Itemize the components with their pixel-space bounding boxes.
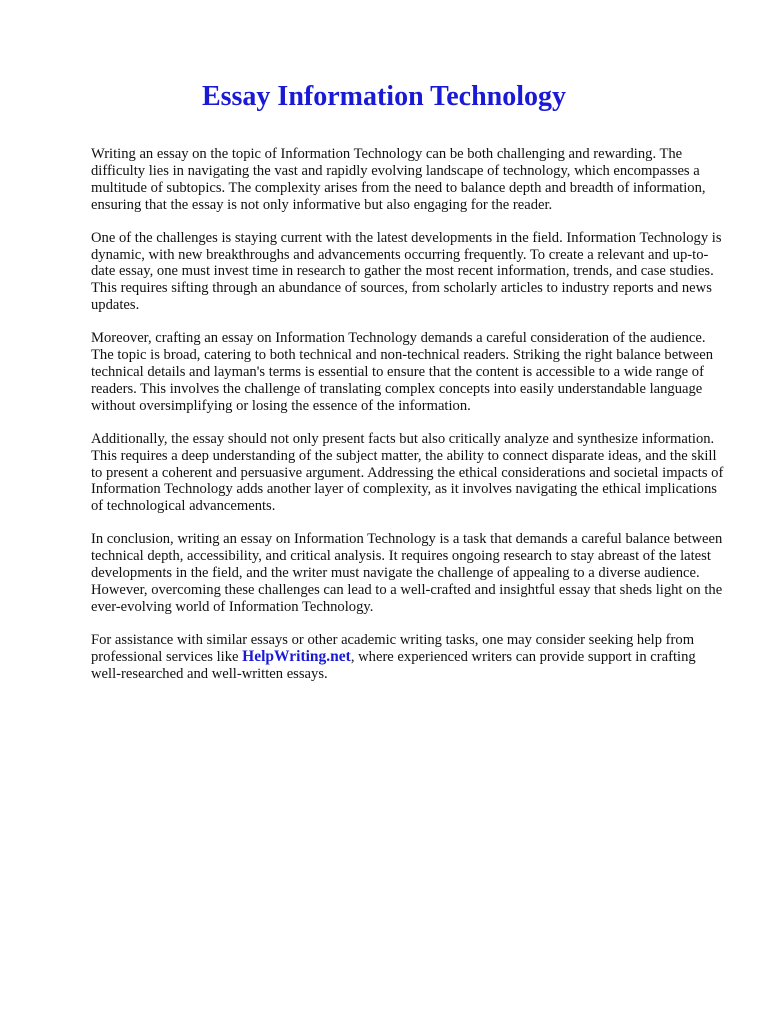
helpwriting-link[interactable]: HelpWriting.net [242,647,351,665]
paragraph-2: One of the challenges is staying current with the latest developments in the field. Information Technology is dynamic, with new breakthroughs and advancements occurring frequently. To create a relevant and up-to-date essay, one must invest time in research to gather the most recent information, trends, and case studies. This requires sifting through an abundance of sources, from scholarly articles to industry reports and news updates. [91,229,722,314]
paragraph-5: In conclusion, writing an essay on Information Technology is a task that demands a careful balance between technical depth, accessibility, and critical analysis. It requires ongoing research to stay abreast of the latest developments in the field, and the writer must navigate the challenge of appealing to a diverse audience. However, overcoming these challenges can lead to a well-crafted and insightful essay that sheds light on the ever-evolving world of Information Technology. [91,531,723,615]
closing-text-before-link: For assistance with similar essays or other academic writing tasks, one may consider seeking help from professional services like [91,631,695,665]
closing-text-after-link: , where experienced writers can provide support in crafting well-researched and well-written essays. [91,648,696,682]
paragraph-1: Writing an essay on the topic of Information Technology can be both challenging and rewarding. The difficulty lies in navigating the vast and rapidly evolving landscape of technology, which encompasses a multitude of subtopics. The complexity arises from the need to balance depth and breadth of information, ensuring that the essay is not only informative but also engaging for the reader. [91,146,706,213]
essay-body [91,146,727,698]
page-title: Essay Information Technology [201,81,567,112]
closing-paragraph [91,632,727,683]
paragraph-4: Additionally, the essay should not only present facts but also critically analyze and synthesize information. This requires a deep understanding of the subject matter, the ability to connect disparate ideas, and the skill to present a coherent and persuasive argument. Addressing the ethical considerations and societal impacts of Information Technology adds another layer of complexity, as it involves navigating the ethical implications of technological advancements. [91,430,724,515]
paragraph-3: Moreover, crafting an essay on Information Technology demands a careful consideration of the audience. The topic is broad, catering to both technical and non-technical readers. Striking the right balance between technical details and layman's terms is essential to ensure that the content is accessible to a wide range of readers. This involves the challenge of translating complex concepts into easily understandable language without oversimplifying or losing the essence of the information. [91,330,714,414]
